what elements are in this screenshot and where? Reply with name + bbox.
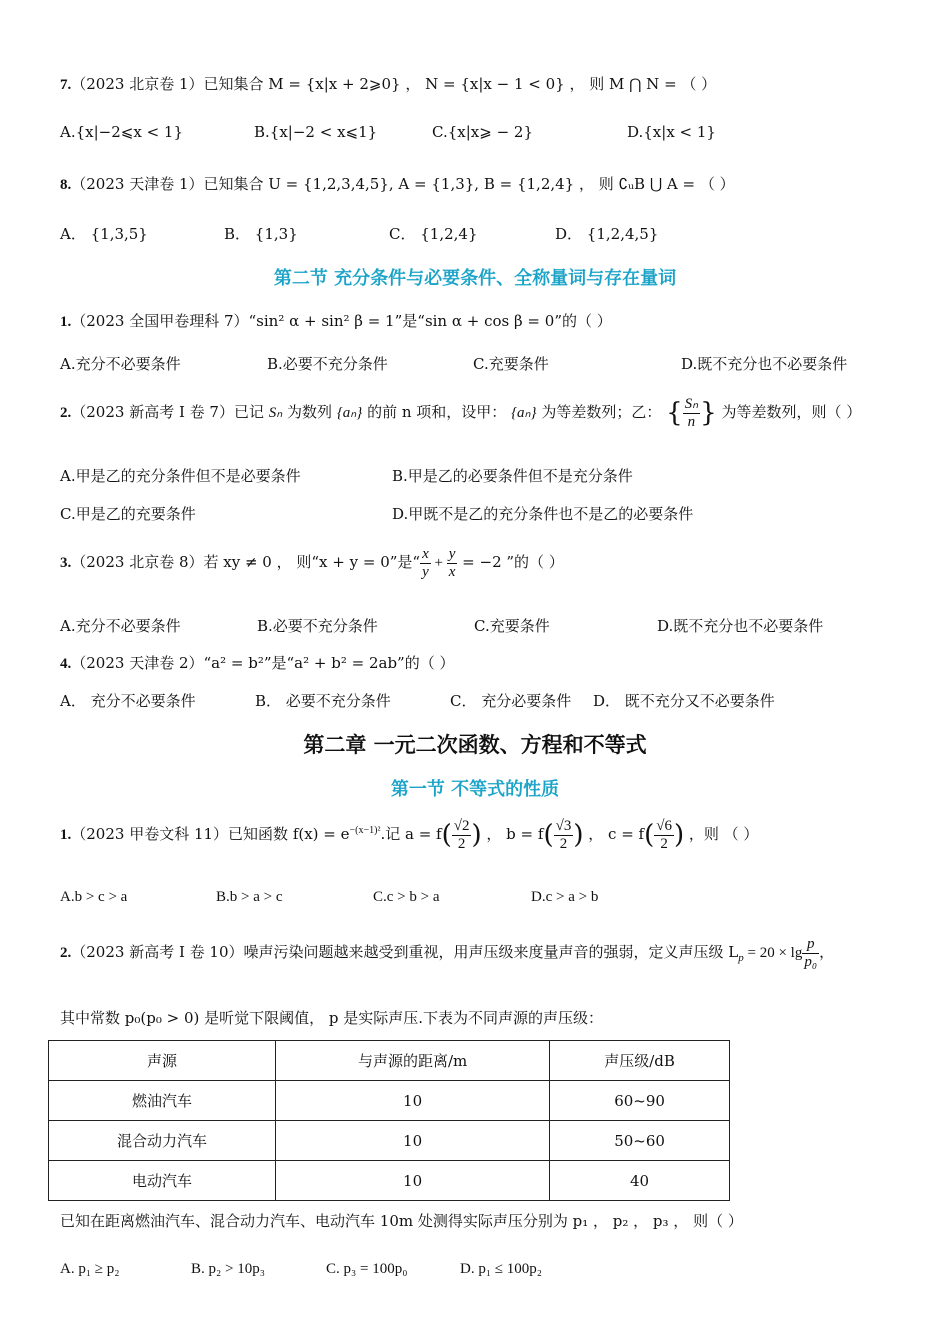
- math-sn: Sₙ: [268, 405, 283, 421]
- question-number: 4.: [60, 656, 72, 672]
- table-cell: 50~60: [550, 1121, 730, 1161]
- question-2: [60, 396, 861, 430]
- option-d: D.既不充分也不必要条件: [657, 617, 824, 635]
- option-b: B． {1,3}: [224, 225, 298, 243]
- option-d: D.甲既不是乙的充分条件也不是乙的必要条件: [392, 505, 694, 523]
- fraction: [447, 546, 458, 580]
- question-text: 为数列: [287, 403, 333, 421]
- fraction: [654, 818, 674, 852]
- option-d: D． {1,2,4,5}: [555, 225, 659, 243]
- question-text-line3: 已知在距离燃油汽车、混合动力汽车、电动汽车 10m 处测得实际声压分别为 p₁ ， p₂ ， p₃ ， 则（ ）: [60, 1212, 743, 1230]
- option-b: B. p₂ > 10p₃: [191, 1261, 265, 1277]
- question-text: （2023 全国甲卷理科 7）“sin² α + sin² β = 1”是“sin α + cos β = 0”的（ ）: [71, 312, 612, 330]
- question-text: （2023 天津卷 2）“a² = b²”是“a² + b² = 2ab”的（ ）: [71, 654, 455, 672]
- math-an: {aₙ}: [511, 405, 537, 421]
- option-a: A.b > c > a: [60, 889, 128, 905]
- numerator: p: [802, 936, 819, 954]
- question-8: [60, 173, 735, 194]
- brace-left: {: [666, 398, 683, 428]
- denominator: x: [448, 563, 456, 580]
- question-text: 为等差数列，则（ ）: [721, 403, 862, 421]
- option-c: C. p₃ = 100p₀: [326, 1261, 408, 1277]
- numerator: x: [422, 546, 429, 562]
- option-d: D． 既不充分又不必要条件: [593, 692, 775, 710]
- option-a: A． {1,3,5}: [60, 225, 148, 243]
- question-text: （2023 甲卷文科 11）已知函数 f(x) = e: [71, 825, 350, 843]
- question-number: 7.: [60, 77, 72, 93]
- fraction: [683, 396, 700, 430]
- paren-left: (: [543, 820, 554, 850]
- numerator: √6: [656, 818, 672, 834]
- subscript: p: [738, 952, 744, 964]
- table-cell: 10: [276, 1121, 550, 1161]
- paren-left: (: [644, 820, 655, 850]
- question-text: ， c = f: [583, 825, 645, 843]
- question-text: 为等差数列；乙：: [541, 403, 662, 421]
- option-c: C． {1,2,4}: [389, 225, 478, 243]
- question-number: 2.: [60, 945, 72, 961]
- option-a: A． 充分不必要条件: [60, 692, 196, 710]
- question-text: ，: [819, 943, 835, 961]
- option-b: B.{x|−2 < x⩽1}: [254, 123, 378, 141]
- table-cell: 60~90: [550, 1081, 730, 1121]
- denominator: 2: [457, 835, 466, 852]
- question-text: （2023 新高考 I 卷 10）噪声污染问题越来越受到重视，用声压级来度量声音的强弱，定义声压级 L: [71, 943, 739, 961]
- fraction: [452, 818, 472, 852]
- paren-left: (: [441, 820, 452, 850]
- question-number: 1.: [60, 827, 72, 843]
- table-cell: 电动汽车: [49, 1161, 276, 1201]
- fraction: [554, 818, 574, 852]
- numerator: y: [448, 546, 456, 562]
- exponent: −(x−1)²: [349, 825, 381, 836]
- question-number: 3.: [60, 555, 72, 571]
- question-text: .记 a = f: [380, 825, 442, 843]
- chapter-title: 第二章 一元二次函数、方程和不等式: [303, 733, 647, 757]
- table-row: [49, 1121, 730, 1161]
- paren-right: ): [471, 820, 482, 850]
- option-a: A.{x|−2⩽x < 1}: [60, 123, 183, 141]
- question-1: [60, 310, 612, 331]
- denominator: y: [422, 563, 429, 580]
- numerator: √3: [555, 818, 572, 834]
- question-text: （2023 新高考 I 卷 7）已记: [71, 403, 264, 421]
- option-b: B.甲是乙的必要条件但不是充分条件: [392, 467, 633, 485]
- table-row: [49, 1161, 730, 1201]
- question-text: 的前 n 项和，设甲：: [367, 403, 507, 421]
- option-c: C． 充分必要条件: [450, 692, 572, 710]
- denominator: 2: [559, 835, 568, 852]
- question-1-inequality: [60, 818, 758, 852]
- table-row: [49, 1081, 730, 1121]
- question-text: （2023 北京卷 1）已知集合 M = {x|x + 2⩾0} ， N = {x|x − 1 < 0} ， 则 M ⋂ N = （ ）: [71, 75, 717, 93]
- option-c: C.充要条件: [473, 355, 549, 373]
- question-text: = 20 × lg: [743, 945, 803, 961]
- table-header: 与声源的距离/m: [276, 1041, 550, 1081]
- question-2-noise: [60, 936, 834, 970]
- paren-right: ): [673, 820, 685, 850]
- option-a: A.甲是乙的充分条件但不是必要条件: [60, 467, 301, 485]
- numerator: √2: [453, 818, 470, 834]
- table-cell: 10: [276, 1081, 550, 1121]
- table-cell: 燃油汽车: [49, 1081, 276, 1121]
- question-text: （2023 北京卷 8）若 xy ≠ 0 ， 则“x + y = 0”是“: [71, 553, 421, 571]
- option-b: B.必要不充分条件: [257, 617, 378, 635]
- section-title: 第一节 不等式的性质: [390, 779, 560, 800]
- fraction: [802, 936, 819, 970]
- option-a: A.充分不必要条件: [60, 355, 181, 373]
- table-header: 声压级/dB: [550, 1041, 730, 1081]
- table-header: 声源: [49, 1041, 276, 1081]
- paren-right: ): [573, 820, 584, 850]
- question-number: 8.: [60, 177, 72, 193]
- option-c: C.c > b > a: [373, 889, 440, 905]
- option-d: D.既不充分也不必要条件: [681, 355, 848, 373]
- option-d: D. p₁ ≤ 100p₂: [460, 1261, 543, 1277]
- table-cell: 混合动力汽车: [49, 1121, 276, 1161]
- question-number: 1.: [60, 314, 72, 330]
- question-text-line2: 其中常数 p₀(p₀ > 0) 是听觉下限阈值， p 是实际声压.下表为不同声源的声压级：: [60, 1009, 604, 1027]
- question-number: 2.: [60, 405, 72, 421]
- table-cell: 40: [550, 1161, 730, 1201]
- question-text: ， b = f: [481, 825, 544, 843]
- option-b: B.必要不充分条件: [267, 355, 388, 373]
- denominator: 2: [660, 835, 668, 852]
- plus: +: [430, 555, 447, 571]
- sound-level-table: [48, 1040, 730, 1201]
- option-c: C.{x|x⩾ − 2}: [432, 123, 533, 141]
- table-header-row: [49, 1041, 730, 1081]
- question-text: = −2 ”的（ ）: [457, 553, 564, 571]
- denominator: p₀: [804, 953, 818, 970]
- denominator: n: [687, 413, 696, 430]
- fraction: [420, 546, 431, 580]
- option-c: C.甲是乙的充要条件: [60, 505, 196, 523]
- option-d: D.{x|x < 1}: [627, 123, 716, 141]
- brace-right: }: [700, 398, 717, 428]
- math-an: {aₙ}: [336, 405, 363, 421]
- option-b: B． 必要不充分条件: [255, 692, 391, 710]
- option-d: D.c > a > b: [531, 889, 599, 905]
- question-3: [60, 546, 564, 580]
- table-cell: 10: [276, 1161, 550, 1201]
- option-c: C.充要条件: [474, 617, 550, 635]
- question-text: ，则 （ ）: [684, 825, 759, 843]
- section-title: 第二节 充分条件与必要条件、全称量词与存在量词: [273, 268, 677, 289]
- question-7: [60, 73, 716, 94]
- numerator: Sₙ: [684, 396, 699, 412]
- option-a: A.充分不必要条件: [60, 617, 181, 635]
- question-4: [60, 652, 455, 673]
- option-a: A. p₁ ≥ p₂: [60, 1261, 120, 1277]
- option-b: B.b > a > c: [216, 889, 283, 905]
- question-text: （2023 天津卷 1）已知集合 U = {1,2,3,4,5}, A = {1,3}, B = {1,2,4} ， 则 ∁ᵤB ⋃ A = （ ）: [71, 175, 735, 193]
